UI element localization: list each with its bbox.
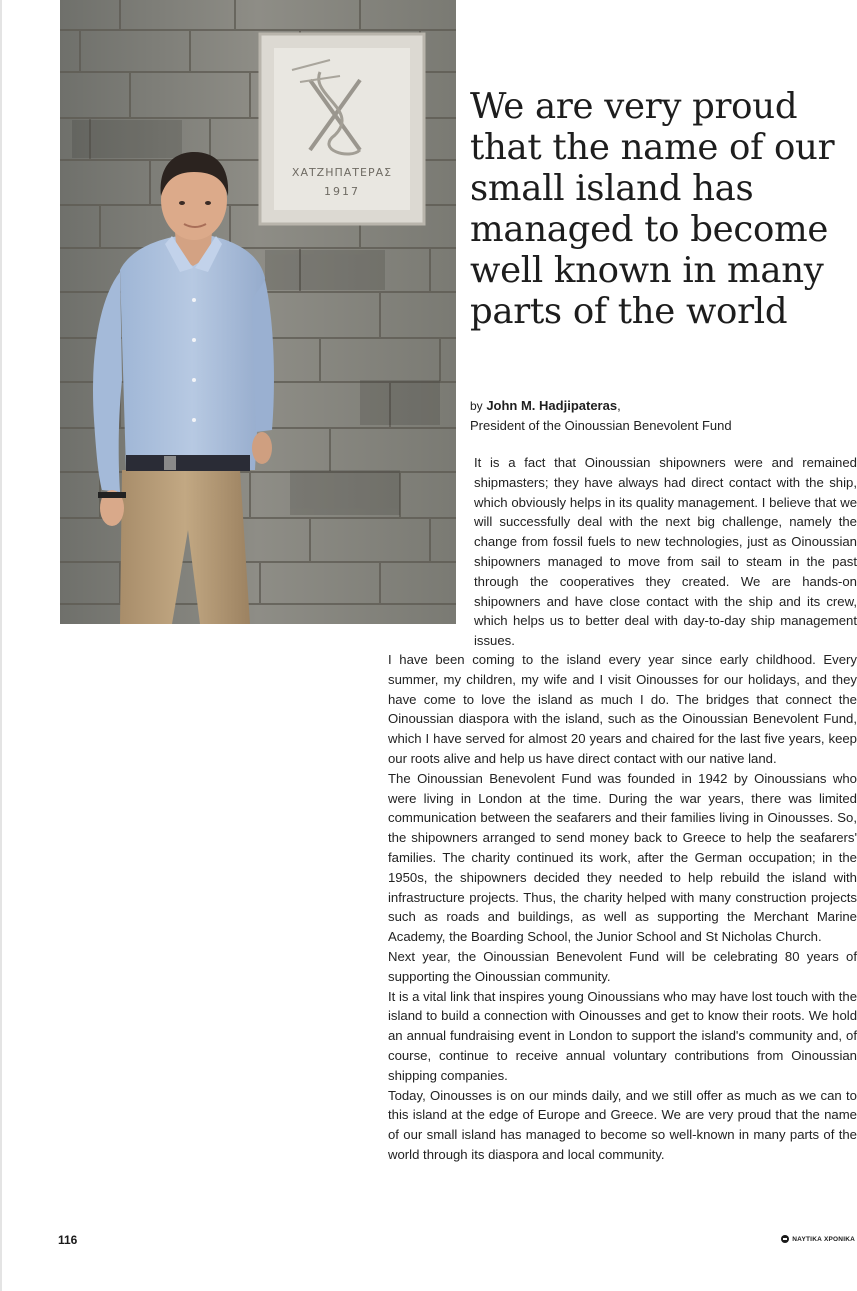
plaque-year-text: 1917 [324,185,360,198]
paragraph: Next year, the Oinoussian Benevolent Fund will be celebrating 80 years of supporting the Oinoussian community. [388,948,857,984]
plaque-name-text: ΧΑΤΖΗΠΑΤΕΡΑΣ [291,166,393,179]
page-edge-rule [0,0,2,1291]
paragraph: It is a fact that Oinoussian shipowners were and remained shipmasters; they have always had direct contact with the ship, which obviously helps in its quality management. I believe that we will successfully deal with the next big challenge, namely the change from fossil fuels to new technologies, just as Oinoussian shipowners managed to move from sail to steam in the past through the cooperatives they created. We are hands-on shipowners and have close contact with the ship and its crew, which helps us to better deal with day-to-day ship management issues. [474,455,857,649]
intro-paragraph [474,453,857,651]
paragraph: It is a vital link that inspires young Oinoussians who may have lost touch with the island to build a connection with Oinousses and get to know their roots. We hold an annual fundraising event in London to support the island's community and, of course, continue to receive annual voluntary contributions from Oinoussian shipping companies. [388,988,857,1083]
paragraph: I have been coming to the island every year since early childhood. Every summer, my children, my wife and I visit Oinousses for our holidays, and they have come to love the island as much I do. The bridges that connect the Oinoussian diaspora with the island, such as the Oinoussian Benevolent Fund, which I have served for almost 20 years and chaired for the last five years, keep our roots alive and help us have direct contact with our native land. [388,652,857,766]
brand-name: ΝΑΥΤΙΚΑ ΧΡΟΝΙΚΑ [792,1235,855,1243]
page-number: 116 [58,1233,78,1247]
article-body [388,650,857,1165]
author-role: President of the Oinoussian Benevolent Fund [470,418,732,433]
author-name: John M. Hadjipateras [486,398,618,413]
marble-plaque [260,34,424,224]
byline-separator: , [617,398,621,413]
portrait-photo [60,0,456,624]
paragraph: The Oinoussian Benevolent Fund was founded in 1942 by Oinoussians who were living in London at the time. During the war years, there was limited communication between the seafarers and their families living in Oinousses. So, the shipowners arranged to send money back to Greece to help the seafarers' families. The charity continued its work, after the German occupation; in the 1950s, the shipowners decided they needed to help rebuild the island with infrastructure projects. Thus, the charity helped with many construction projects such as roads and buildings, as well as supporting the Merchant Marine Academy, the Boarding School, the Junior School and St Nicholas Church. [388,770,857,945]
headline: We are very proud that the name of our small island has managed to become well known in many parts of the world [470,86,835,332]
byline-prefix: by [470,399,483,413]
byline-author-line [470,396,850,416]
byline [470,396,850,436]
brand-logo-icon [781,1235,789,1243]
paragraph: Today, Oinousses is on our minds daily, and we still offer as much as we can to this island at the edge of Europe and Greece. We are very proud that the name of our small island has managed to become so well-known in many parts of the world through its diaspora and local community. [388,1087,857,1162]
publication-brand [781,1235,855,1243]
